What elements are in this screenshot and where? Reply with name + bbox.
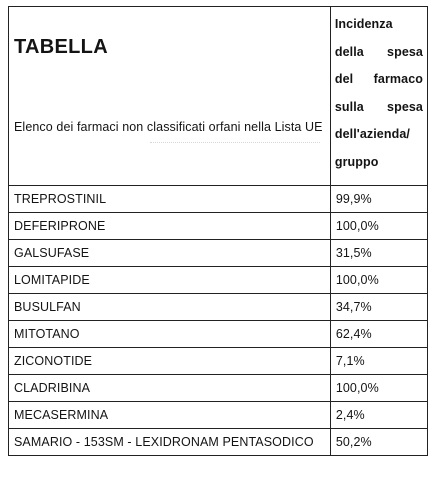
incidence-cell: 31,5%: [330, 240, 427, 267]
table-row: [9, 402, 428, 429]
drug-name-cell: GALSUFASE: [9, 240, 331, 267]
table-body: [9, 7, 428, 456]
table-row: [9, 321, 428, 348]
drug-name-cell: BUSULFAN: [9, 294, 331, 321]
table-row: [9, 240, 428, 267]
incidence-cell: 100,0%: [330, 375, 427, 402]
table-row: [9, 429, 428, 456]
drug-name-cell: ZICONOTIDE: [9, 348, 331, 375]
table-row: [9, 348, 428, 375]
drug-name-cell: MITOTANO: [9, 321, 331, 348]
scan-artifact: [150, 142, 320, 147]
incidence-cell: 62,4%: [330, 321, 427, 348]
table-row: [9, 186, 428, 213]
incidence-cell: 100,0%: [330, 267, 427, 294]
drug-expense-table: [8, 6, 428, 456]
drug-name-cell: LOMITAPIDE: [9, 267, 331, 294]
drug-name-cell: TREPROSTINIL: [9, 186, 331, 213]
incidence-cell: 2,4%: [330, 402, 427, 429]
drug-name-cell: CLADRIBINA: [9, 375, 331, 402]
header-right-cell: [330, 7, 427, 186]
column-header-incidence: Incidenza della spesa del farmaco sulla spesa dell'azienda/ gruppo: [334, 17, 423, 169]
header-row: [9, 7, 428, 186]
incidence-cell: 99,9%: [330, 186, 427, 213]
incidence-cell: 7,1%: [330, 348, 427, 375]
drug-name-cell: DEFERIPRONE: [9, 213, 331, 240]
incidence-cell: 100,0%: [330, 213, 427, 240]
incidence-cell: 34,7%: [330, 294, 427, 321]
table-row: [9, 267, 428, 294]
table-description: Elenco dei farmaci non classificati orfani nella Lista UE: [14, 120, 323, 134]
table-row: [9, 213, 428, 240]
header-left-cell: [9, 7, 331, 186]
drug-name-cell: MECASERMINA: [9, 402, 331, 429]
table-row: [9, 375, 428, 402]
table-row: [9, 294, 428, 321]
incidence-cell: 50,2%: [330, 429, 427, 456]
table-title: TABELLA: [14, 36, 108, 58]
drug-name-cell: SAMARIO - 153SM - LEXIDRONAM PENTASODICO: [9, 429, 331, 456]
